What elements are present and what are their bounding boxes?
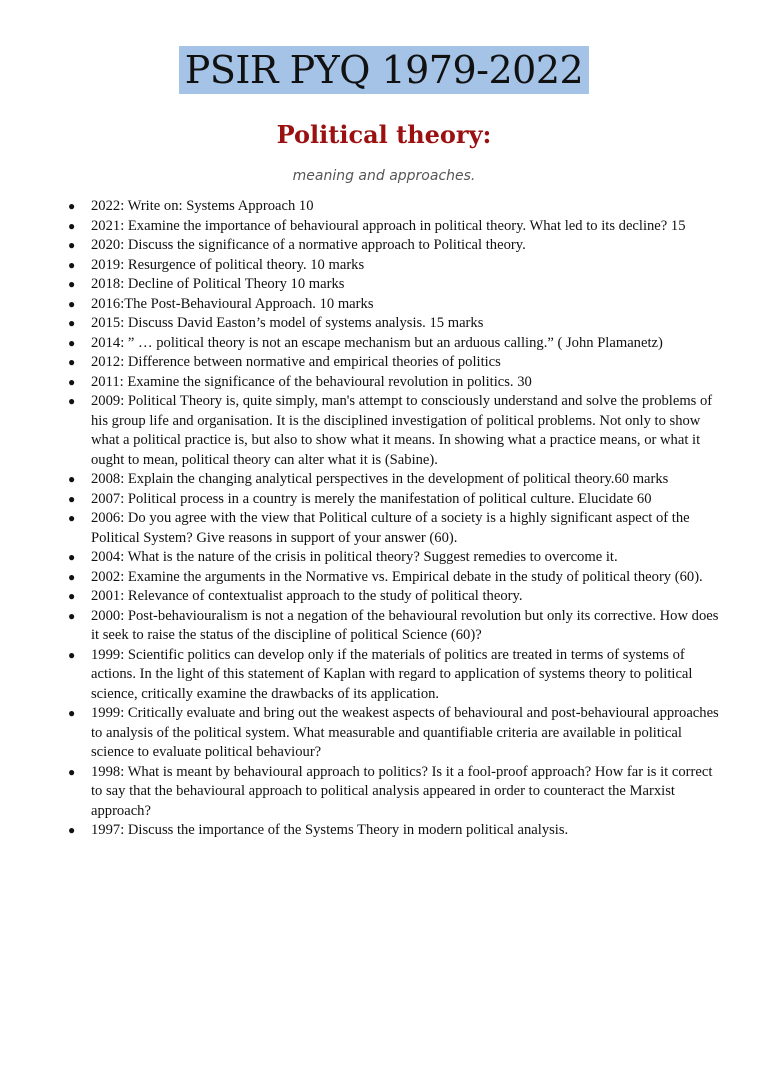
question-text: 2014: ” … political theory is not an escape mechanism but an arduous calling.” ( John Plamanetz) xyxy=(91,334,663,351)
bullet-icon: ● xyxy=(68,589,76,603)
question-text: 2009: Political Theory is, quite simply, man's attempt to consciously understand and solve the problems of his group life and organisation. It is the disciplined investigation of political problems. Not only to show what a political practice is, but also to show what it means. In showing what a practice means, or what it ought to mean, political theory can alter what it is (Sabine). xyxy=(91,393,713,468)
question-text: 2001: Relevance of contextualist approach to the study of political theory. xyxy=(91,588,523,604)
bullet-icon: ● xyxy=(68,296,76,311)
list-item xyxy=(68,587,724,607)
question-text: 2019: Resurgence of political theory. 10 marks xyxy=(91,256,365,273)
question-text: 2020: Discuss the significance of a normative approach to Political theory. xyxy=(91,237,526,253)
section-subtitle: meaning and approaches. xyxy=(292,168,476,184)
bullet-icon: ● xyxy=(68,199,76,213)
list-item xyxy=(68,568,724,588)
list-item xyxy=(68,314,724,334)
question-text: 2015: Discuss David Easton’s model of systems analysis. 15 marks xyxy=(91,315,484,331)
question-text: 1999: Critically evaluate and bring out the weakest aspects of behavioural and post-behavioural approaches to analysis of the political system. What measurable and quantifiable criteria are available in political science to evaluate political behaviour? xyxy=(91,705,719,760)
question-text: 2018: Decline of Political Theory 10 marks xyxy=(91,276,345,292)
bullet-icon: ● xyxy=(68,608,76,623)
bullet-icon: ● xyxy=(68,394,76,408)
question-text: 1998: What is meant by behavioural approach to politics? Is it a fool-proof approach? How far is it correct to say that the behavioural approach to political analysis appeared in order to counteract the Marxist approach? xyxy=(91,763,713,819)
list-item xyxy=(68,490,724,510)
question-text: 2022: Write on: Systems Approach 10 xyxy=(91,198,314,214)
question-text: 2016:The Post-Behavioural Approach. 10 marks xyxy=(91,295,374,312)
question-text: 1999: Scientific politics can develop only if the materials of politics are treated in terms of systems of actions. In the light of this statement of Kaplan with regard to application of systems theory to political science, critically examine the drawbacks of its application. xyxy=(91,646,693,702)
bullet-icon: ● xyxy=(68,823,76,837)
bullet-icon: ● xyxy=(68,550,76,564)
page-title: PSIR PYQ 1979-2022 xyxy=(179,46,589,94)
list-item xyxy=(68,646,724,705)
question-text: 2007: Political process in a country is merely the manifestation of political culture. Elucidate 60 xyxy=(91,490,652,507)
list-item xyxy=(68,334,724,354)
bullet-icon: ● xyxy=(68,647,76,662)
bullet-icon: ● xyxy=(68,257,76,272)
bullet-icon: ● xyxy=(68,511,76,525)
bullet-icon: ● xyxy=(68,335,76,350)
list-item xyxy=(68,295,724,315)
bullet-icon: ● xyxy=(68,706,76,720)
list-item xyxy=(68,256,724,276)
bullet-icon: ● xyxy=(68,569,76,584)
list-item xyxy=(68,548,724,568)
bullet-icon: ● xyxy=(68,238,76,252)
bullet-icon: ● xyxy=(68,374,76,389)
list-item xyxy=(68,509,724,548)
question-text: 2004: What is the nature of the crisis in political theory? Suggest remedies to overcome it. xyxy=(91,549,618,565)
question-text: 2011: Examine the significance of the behavioural revolution in politics. 30 xyxy=(91,373,532,390)
question-text: 2012: Difference between normative and empirical theories of politics xyxy=(91,354,501,370)
list-item xyxy=(68,704,724,763)
question-text: 2008: Explain the changing analytical perspectives in the development of political theory.60 marks xyxy=(91,471,669,487)
list-item xyxy=(68,373,724,393)
bullet-icon: ● xyxy=(68,218,76,233)
list-item xyxy=(68,392,724,470)
question-text: 2006: Do you agree with the view that Political culture of a society is a highly significant aspect of the Political System? Give reasons in support of your answer (60). xyxy=(91,510,690,546)
title-container xyxy=(0,46,768,94)
list-item xyxy=(68,275,724,295)
bullet-icon: ● xyxy=(68,472,76,486)
question-text: 2021: Examine the importance of behavioural approach in political theory. What led to its decline? 15 xyxy=(91,217,686,234)
bullet-icon: ● xyxy=(68,277,76,291)
question-list xyxy=(0,197,768,841)
bullet-icon: ● xyxy=(68,491,76,506)
list-item xyxy=(68,353,724,373)
list-item xyxy=(68,197,724,217)
list-item xyxy=(68,607,724,646)
list-item xyxy=(68,470,724,490)
list-item xyxy=(68,763,724,822)
list-item xyxy=(68,821,724,841)
question-text: 2002: Examine the arguments in the Normative vs. Empirical debate in the study of political theory (60). xyxy=(91,568,703,585)
question-text: 1997: Discuss the importance of the Systems Theory in modern political analysis. xyxy=(91,822,569,838)
list-item xyxy=(68,217,724,237)
question-text: 2000: Post-behaviouralism is not a negation of the behavioural revolution but only its corrective. How does it seek to raise the status of the discipline of political Science (60)? xyxy=(91,607,719,643)
list-item xyxy=(68,236,724,256)
bullet-icon: ● xyxy=(68,355,76,369)
bullet-icon: ● xyxy=(68,316,76,330)
section-title: Political theory: xyxy=(276,120,492,149)
bullet-icon: ● xyxy=(68,764,76,779)
